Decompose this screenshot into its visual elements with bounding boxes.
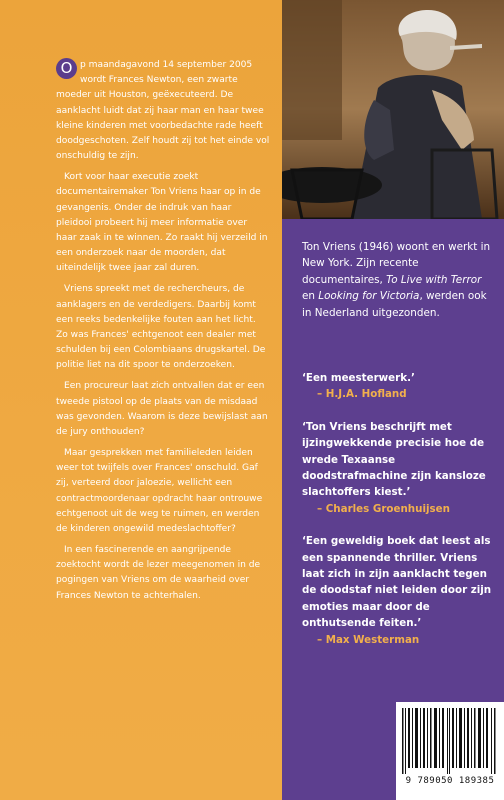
quote-source: – Max Westerman [317, 633, 420, 646]
review-quote [302, 533, 494, 648]
author-photo-illustration [282, 0, 504, 219]
barcode [396, 702, 504, 800]
quote-source: – Charles Groenhuijsen [317, 502, 450, 515]
quote-text: ‘Een meesterwerk.’ [302, 372, 415, 384]
review-quotes [302, 370, 494, 648]
blurb-paragraph: Vriens spreekt met de rechercheurs, de aanklagers en de verdedigers. Daarbij komt een reeks bedenkelijke fouten aan het licht. Zo was Frances' echtgenoot een dealer met schulden bij een Colombiaans drugskartel. De politie liet na dit spoor te onderzoeken. [56, 284, 266, 371]
author-photo [282, 0, 504, 219]
blurb-paragraph: In een fascinerende en aangrijpende zoektocht wordt de lezer meegenomen in de pogingen van Vriens om de waarheid over Frances Newton te achterhalen. [56, 545, 261, 601]
quote-text: ‘Een geweldig boek dat leest als een spannende thriller. Vriens laat zich in zijn aanklacht tegen de doodstaf niet leiden door zijn emoties maar door de onthutsende feiten.’ [302, 535, 492, 630]
review-quote [302, 419, 494, 517]
documentary-title: Looking for Victoria [318, 290, 420, 303]
blurb-text [56, 58, 270, 610]
blurb-paragraph: O p maandagavond 14 september 2005 wordt Frances Newton, een zwarte moeder uit Houston, geëxecuteerd. De aanklacht luidt dat zij haar man en haar twee kleine kinderen met voorbedachte rade heeft doodgeschoten. Zelf houdt zij tot het einde vol onschuldig te zijn. [56, 59, 270, 162]
review-quote [302, 370, 494, 403]
documentary-title: To Live with Terror [386, 273, 482, 286]
quote-source: – H.J.A. Hofland [317, 388, 407, 401]
quote-text: ‘Ton Vriens beschrijft met ijzingwekkende precisie hoe de wrede Texaanse doodstrafmachine zijn kansloze slachtoffers kiest.’ [302, 420, 486, 499]
blurb-paragraph: Kort voor haar executie zoekt documentairemaker Ton Vriens haar op in de gevangenis. Onder de indruk van haar pleidooi probeert hij meer informatie over haar zaak in te winnen. Zo raakt hij verzeild in een onderzoek naar de moorden, dat uiteindelijk twee jaar zal duren. [56, 172, 268, 274]
blurb-paragraph: Een procureur laat zich ontvallen dat er een tweede pistool op de plaats van de misdaad was gevonden. Waarom is deze bewijslast aan de jury onthouden? [56, 381, 268, 438]
barcode-bars [402, 708, 498, 774]
blurb-paragraph: Maar gesprekken met familieleden leiden weer tot twijfels over Frances' onschuld. Gaf zij, verteerd door jaloezie, wellicht een contractmoordenaar opdracht haar ontrouwe echtgenoot uit de weg te ruimen, en werden de kinderen ongewild medeslachtoffer? [56, 448, 263, 535]
isbn-digits: 9 789050 189385 [405, 776, 495, 786]
dropcap: O [56, 58, 77, 79]
author-bio: Ton Vriens (1946) woont en werkt in New York. Zijn recente documentaires, To Live with Terror en Looking for Victoria, werden ook in Nederland uitgezonden. [302, 241, 491, 319]
